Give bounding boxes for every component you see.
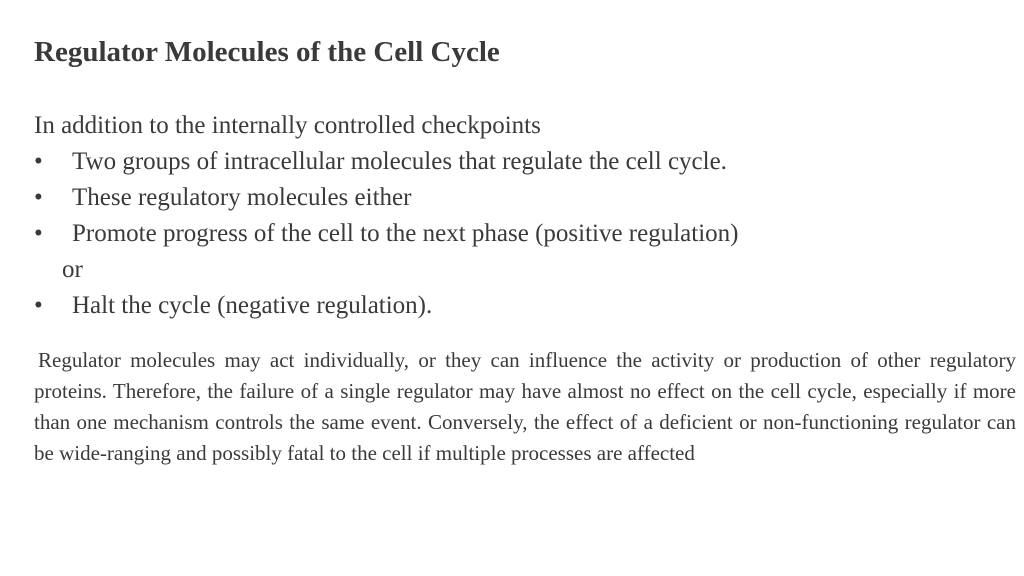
bullet-item bbox=[34, 144, 739, 180]
slide-title: Regulator Molecules of the Cell Cycle bbox=[34, 36, 500, 68]
intro-text: In addition to the internally controlled checkpoints bbox=[34, 112, 541, 139]
body-paragraph: Regulator molecules may act individually, or they can influence the activity or production of other regulatory proteins. Therefore, the failure of a single regulator may have almost no effect on the cell cycle, especially if more than one mechanism controls the same event. Conversely, the effect of a deficient or non-functioning regulator can be wide-ranging and possibly fatal to the cell if multiple processes are affected bbox=[34, 348, 1016, 465]
bullet-icon: • bbox=[34, 220, 43, 247]
bullet-icon: • bbox=[34, 292, 43, 319]
bullet-list bbox=[34, 144, 739, 324]
bullet-text: Promote progress of the cell to the next phase (positive regulation) bbox=[72, 220, 739, 247]
bullet-item bbox=[34, 288, 739, 324]
bullet-item bbox=[34, 216, 739, 252]
bullet-text: Halt the cycle (negative regulation). bbox=[72, 292, 433, 319]
bullet-text: These regulatory molecules either bbox=[72, 184, 412, 211]
connector-line bbox=[34, 252, 739, 288]
bullet-item bbox=[34, 180, 739, 216]
bullet-icon: • bbox=[34, 148, 43, 175]
connector-text: or bbox=[62, 256, 83, 283]
bullet-icon: • bbox=[34, 184, 43, 211]
bullet-text: Two groups of intracellular molecules that regulate the cell cycle. bbox=[72, 148, 727, 175]
